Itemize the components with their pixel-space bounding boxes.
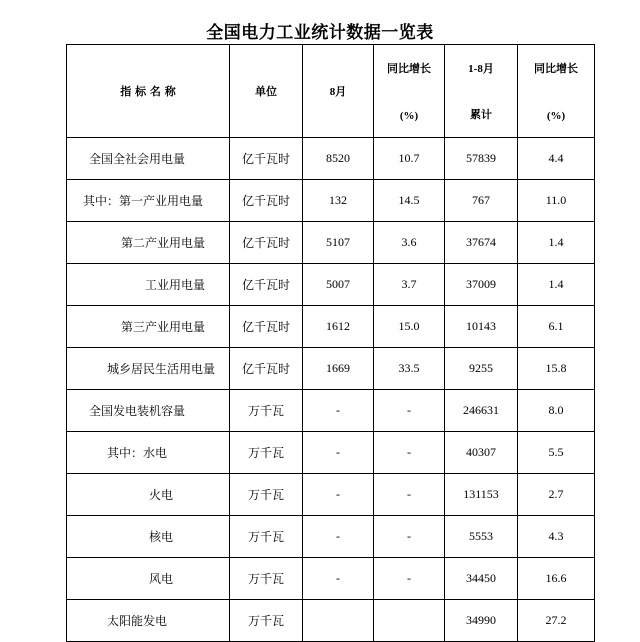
row-unit: 万千瓦 bbox=[230, 390, 303, 432]
row-august: 5107 bbox=[303, 222, 374, 264]
row-unit: 万千瓦 bbox=[230, 558, 303, 600]
table-row bbox=[67, 558, 595, 600]
row-yoy: - bbox=[374, 432, 445, 474]
row-august: 132 bbox=[303, 180, 374, 222]
row-august: - bbox=[303, 390, 374, 432]
row-yoy: - bbox=[374, 474, 445, 516]
header-yoy bbox=[374, 45, 445, 138]
row-name: 工业用电量 bbox=[67, 264, 230, 306]
table-row bbox=[67, 264, 595, 306]
row-cumulative: 9255 bbox=[445, 348, 518, 390]
row-cumulative: 57839 bbox=[445, 138, 518, 180]
row-cumulative-yoy: 11.0 bbox=[518, 180, 595, 222]
row-name: 全国全社会用电量 bbox=[67, 138, 230, 180]
row-august: 5007 bbox=[303, 264, 374, 306]
row-cumulative-yoy: 27.2 bbox=[518, 600, 595, 642]
row-cumulative-yoy: 4.3 bbox=[518, 516, 595, 558]
row-unit: 亿千瓦时 bbox=[230, 348, 303, 390]
row-yoy: - bbox=[374, 390, 445, 432]
row-unit: 亿千瓦时 bbox=[230, 264, 303, 306]
row-august: - bbox=[303, 558, 374, 600]
row-name: 第三产业用电量 bbox=[67, 306, 230, 348]
table-row bbox=[67, 516, 595, 558]
row-unit: 亿千瓦时 bbox=[230, 138, 303, 180]
row-unit: 万千瓦 bbox=[230, 516, 303, 558]
row-name: 其中：水电 bbox=[67, 432, 230, 474]
header-cumulative-yoy-unit: (%) bbox=[546, 110, 566, 122]
row-cumulative: 34990 bbox=[445, 600, 518, 642]
row-august: - bbox=[303, 474, 374, 516]
row-name: 风电 bbox=[67, 558, 230, 600]
row-name: 太阳能发电 bbox=[67, 600, 230, 642]
header-indicator-name: 指 标 名 称 bbox=[67, 45, 230, 138]
row-august: - bbox=[303, 516, 374, 558]
row-cumulative: 5553 bbox=[445, 516, 518, 558]
table-row bbox=[67, 348, 595, 390]
row-cumulative: 37009 bbox=[445, 264, 518, 306]
row-unit: 万千瓦 bbox=[230, 474, 303, 516]
row-cumulative: 246631 bbox=[445, 390, 518, 432]
row-unit: 万千瓦 bbox=[230, 600, 303, 642]
row-name: 全国发电装机容量 bbox=[67, 390, 230, 432]
row-cumulative-yoy: 15.8 bbox=[518, 348, 595, 390]
row-cumulative-yoy: 6.1 bbox=[518, 306, 595, 348]
row-cumulative-yoy: 2.7 bbox=[518, 474, 595, 516]
row-cumulative-yoy: 16.6 bbox=[518, 558, 595, 600]
header-yoy-unit: (%) bbox=[399, 110, 419, 122]
row-cumulative: 34450 bbox=[445, 558, 518, 600]
row-august: 8520 bbox=[303, 138, 374, 180]
table-row bbox=[67, 138, 595, 180]
header-cumulative-yoy-label: 同比增长 bbox=[534, 63, 578, 75]
row-cumulative: 40307 bbox=[445, 432, 518, 474]
row-name: 其中：第一产业用电量 bbox=[67, 180, 230, 222]
table-row bbox=[67, 306, 595, 348]
row-cumulative-yoy: 4.4 bbox=[518, 138, 595, 180]
row-cumulative-yoy: 5.5 bbox=[518, 432, 595, 474]
row-august bbox=[303, 600, 374, 642]
row-cumulative-yoy: 1.4 bbox=[518, 264, 595, 306]
row-yoy: - bbox=[374, 516, 445, 558]
row-name: 核电 bbox=[67, 516, 230, 558]
table-row bbox=[67, 474, 595, 516]
row-cumulative: 767 bbox=[445, 180, 518, 222]
row-cumulative: 37674 bbox=[445, 222, 518, 264]
header-cumulative-period: 1-8月 bbox=[468, 63, 494, 75]
row-cumulative: 10143 bbox=[445, 306, 518, 348]
row-cumulative-yoy: 8.0 bbox=[518, 390, 595, 432]
header-yoy-label: 同比增长 bbox=[387, 63, 431, 75]
row-unit: 亿千瓦时 bbox=[230, 306, 303, 348]
table-row bbox=[67, 180, 595, 222]
row-august: - bbox=[303, 432, 374, 474]
row-yoy: 14.5 bbox=[374, 180, 445, 222]
row-yoy: 15.0 bbox=[374, 306, 445, 348]
header-cumulative-yoy bbox=[518, 45, 595, 138]
table-row bbox=[67, 222, 595, 264]
header-august: 8月 bbox=[303, 45, 374, 138]
row-unit: 亿千瓦时 bbox=[230, 222, 303, 264]
table-row bbox=[67, 390, 595, 432]
header-cumulative-label: 累计 bbox=[470, 109, 492, 121]
row-yoy: 10.7 bbox=[374, 138, 445, 180]
row-cumulative: 131153 bbox=[445, 474, 518, 516]
row-unit: 万千瓦 bbox=[230, 432, 303, 474]
row-yoy: 33.5 bbox=[374, 348, 445, 390]
row-august: 1612 bbox=[303, 306, 374, 348]
row-yoy bbox=[374, 600, 445, 642]
row-name: 城乡居民生活用电量 bbox=[67, 348, 230, 390]
table-row bbox=[67, 600, 595, 642]
table-header-row bbox=[67, 45, 595, 138]
header-unit: 单位 bbox=[230, 45, 303, 138]
statistics-table bbox=[66, 44, 595, 642]
row-name: 第二产业用电量 bbox=[67, 222, 230, 264]
row-cumulative-yoy: 1.4 bbox=[518, 222, 595, 264]
row-yoy: - bbox=[374, 558, 445, 600]
row-unit: 亿千瓦时 bbox=[230, 180, 303, 222]
row-yoy: 3.6 bbox=[374, 222, 445, 264]
row-august: 1669 bbox=[303, 348, 374, 390]
document-title: 全国电力工业统计数据一览表 bbox=[206, 23, 434, 43]
row-name: 火电 bbox=[67, 474, 230, 516]
header-cumulative bbox=[445, 45, 518, 138]
table-row bbox=[67, 432, 595, 474]
row-yoy: 3.7 bbox=[374, 264, 445, 306]
